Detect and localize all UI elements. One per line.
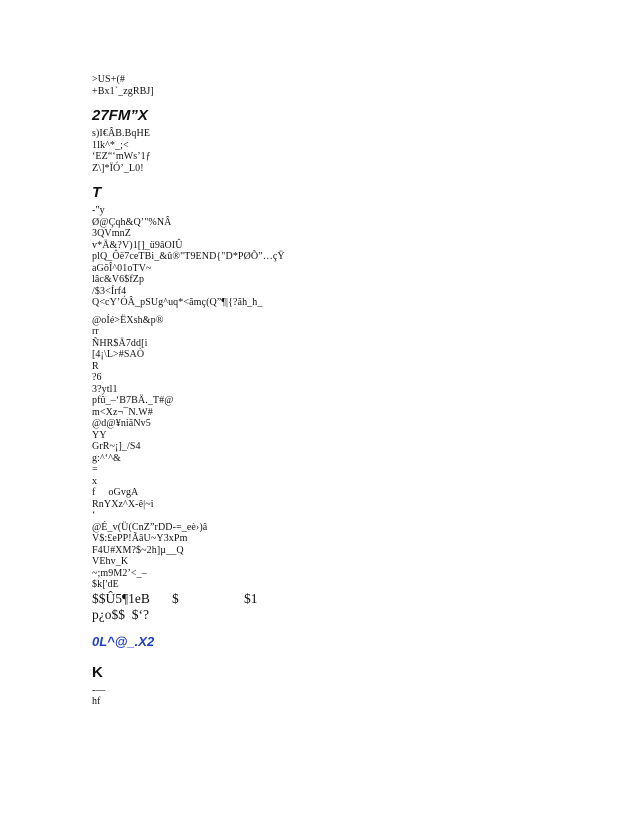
text-line: RnYXz^X-ê|~i — [92, 498, 154, 510]
text-line: ~;m9M2’<_– — [92, 567, 147, 579]
header-block — [92, 74, 552, 97]
text-line: x — [92, 475, 98, 487]
text-line: 3QVmnZ — [92, 228, 131, 239]
large-text-cell: $$Û5¶1eB — [92, 590, 150, 606]
text-line: ÑHR$Ä7dd[i — [92, 337, 148, 349]
text-line: YY — [92, 429, 107, 441]
text-line: 3?ytl1 — [92, 383, 118, 395]
section-1 — [92, 107, 552, 174]
large-text-row — [92, 591, 552, 607]
text-line: F4U#XM?$~2h]µ__Q — [92, 544, 184, 556]
text-line: = — [92, 464, 98, 475]
text-line: m<Xz¬¯N.W# — [92, 406, 153, 418]
header-line: +Bx1`_zgRBJ] — [92, 85, 154, 97]
text-line: hf — [92, 696, 101, 707]
section-1-heading: 27FM”X — [92, 107, 148, 124]
large-text-cell: $ — [172, 590, 179, 606]
section-2 — [92, 184, 552, 623]
text-line: Q<cY’ÓÂ_pSUg^uq*<ãmç(Q”¶|{?ãh_h_ — [92, 297, 263, 308]
text-line: ‘ — [92, 510, 96, 521]
text-line: R — [92, 360, 99, 372]
section-3 — [92, 633, 552, 651]
text-line: f oGvgA — [92, 487, 139, 498]
header-line: >US+(# — [92, 74, 125, 85]
text-line: [4¡\L>#SAÒ — [92, 349, 145, 360]
text-line: -— — [92, 684, 106, 696]
section-4-heading: K — [92, 663, 103, 681]
text-line: Ø@Çqh&Q’"%NÂ — [92, 216, 172, 228]
text-line: s)I€ÂB.BqHE — [92, 128, 151, 139]
text-line: $k['dE — [92, 579, 119, 590]
section-2-heading: T — [92, 184, 102, 201]
text-line: V$:£ePP!ÃâU~Y3xPm — [92, 533, 188, 544]
text-line: Z\]*ÏÓ’_L0! — [92, 162, 144, 174]
text-line: @oÍé>ËXsh&p® — [92, 314, 164, 326]
section-3-heading: 0L^@_.X2 — [92, 633, 155, 649]
text-line: 1lk^*_;< — [92, 139, 129, 151]
text-line: ‘EZ“‘mWs’1ƒ — [92, 151, 151, 162]
text-line: ?6 — [92, 372, 102, 383]
text-line: plQ_Ôë7ceTBi_&û®"T9END{"D*PØÕ”…çŸ — [92, 251, 285, 262]
document-body — [92, 74, 552, 708]
text-line: VEhv_K — [92, 556, 129, 567]
text-line: GrR~¡]_/S4 — [92, 441, 141, 452]
text-line: aGõÎ^01oTV~ — [92, 262, 152, 274]
large-text-line: p¿o$$ $‘? — [92, 606, 149, 622]
text-line: v*Ä&?V)1[]_ü9âOIÛ — [92, 239, 183, 251]
large-text-cell: $1 — [244, 590, 258, 606]
text-line: pfû_–‘B7BÄ._T#@ — [92, 395, 174, 406]
section-4 — [92, 664, 552, 708]
text-line: /$3<Írf4 — [92, 285, 127, 297]
text-line: g:^‘^& — [92, 452, 121, 464]
text-line: @É_v(Ü(CnZ”rDD-=_eè›)â — [92, 521, 208, 533]
text-line: @d@¥niãNv5 — [92, 418, 151, 429]
text-line: -"y — [92, 205, 105, 216]
text-line: rr — [92, 326, 99, 337]
text-line: lâc&V6$fZp — [92, 274, 145, 285]
